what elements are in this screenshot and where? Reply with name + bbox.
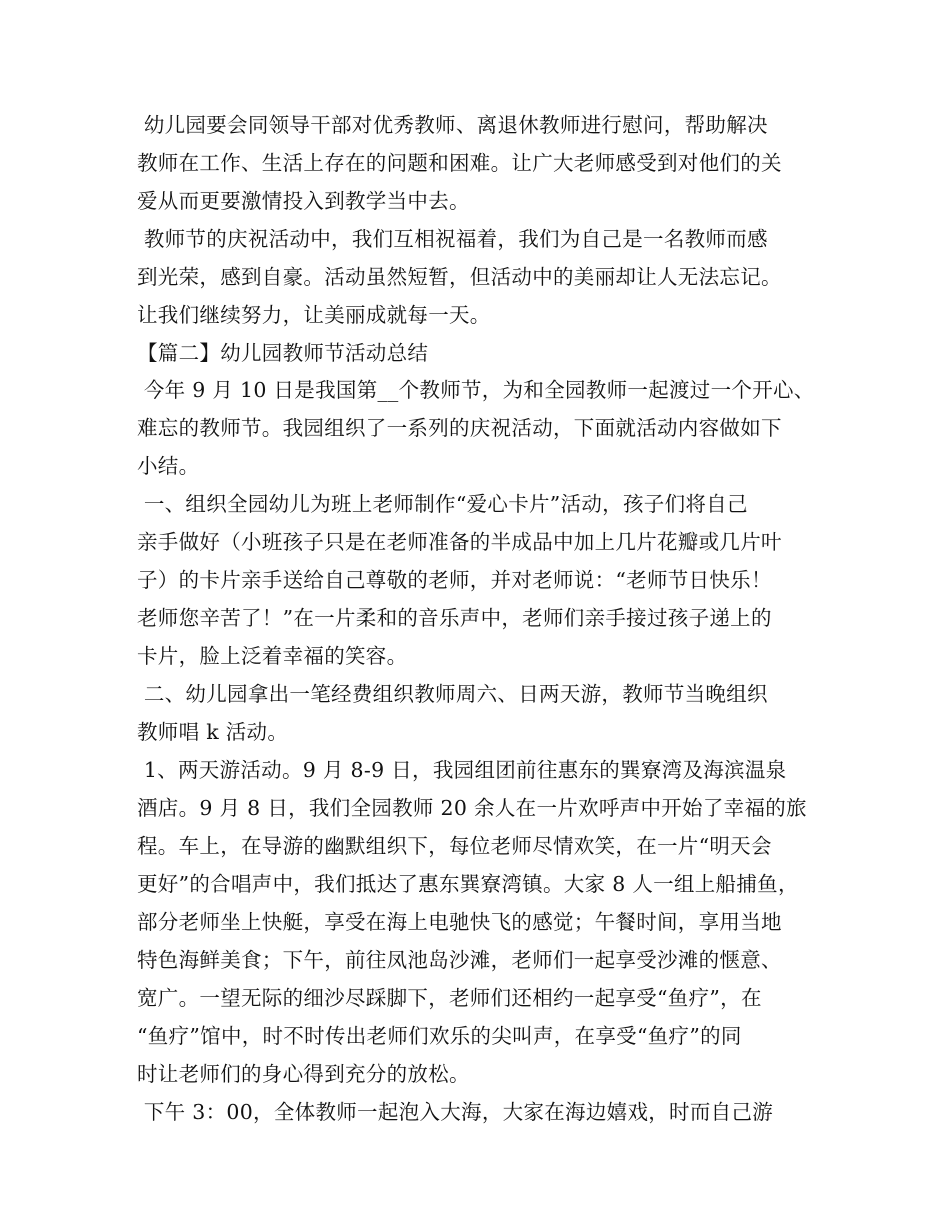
paragraph-line: 下午 3：00，全体教师一起泡入大海，大家在海边嬉戏，时而自己游 [137,1100,774,1124]
paragraph-line: 让我们继续努力，让美丽成就每一天。 [137,303,491,327]
paragraph-line: 爱从而更要激情投入到教学当中去。 [137,189,470,213]
paragraph-line: 卡片，脸上泛着幸福的笑容。 [137,644,408,668]
paragraph-line: 亲手做好（小班孩子只是在老师准备的半成品中加上几片花瓣或几片叶 [137,530,782,554]
paragraph-line: 教师在工作、生活上存在的问题和困难。让广大老师感受到对他们的关 [137,151,782,175]
paragraph-line: 部分老师坐上快艇，享受在海上电驰快飞的感觉；午餐时间，享用当地 [137,910,782,934]
paragraph-line: 到光荣，感到自豪。活动虽然短暂，但活动中的美丽却让人无法忘记。 [137,265,782,289]
paragraph-line: 二、幼儿园拿出一笔经费组织教师周六、日两天游，教师节当晚组织 [137,682,768,706]
paragraph-line: 幼儿园要会同领导干部对优秀教师、离退休教师进行慰问，帮助解决 [137,113,768,137]
paragraph-line: 酒店。9 月 8 日，我们全园教师 20 余人在一片欢呼声中开始了幸福的旅 [137,796,807,820]
paragraph-line: “鱼疗”馆中，时不时传出老师们欢乐的尖叫声，在享受“鱼疗”的同 [137,1024,742,1048]
paragraph-line: 更好”的合唱声中，我们抵达了惠东巽寮湾镇。大家 8 人一组上船捕鱼， [137,872,799,896]
paragraph-line: 子）的卡片亲手送给自己尊敬的老师，并对老师说：“老师节日快乐！ [137,568,772,592]
paragraph-line: 1、两天游活动。9 月 8-9 日，我园组团前往惠东的巽寮湾及海滨温泉 [137,758,787,782]
section-heading: 【篇二】幼儿园教师节活动总结 [137,341,429,365]
paragraph-line: 老师您辛苦了！”在一片柔和的音乐声中，老师们亲手接过孩子递上的 [137,606,772,630]
paragraph-line: 程。车上，在导游的幽默组织下，每位老师尽情欢笑，在一片“明天会 [137,834,772,858]
paragraph-line: 特色海鲜美食；下午，前往凤池岛沙滩，老师们一起享受沙滩的惬意、 [137,948,782,972]
paragraph-line: 教师节的庆祝活动中，我们互相祝福着，我们为自己是一名教师而感 [137,227,768,251]
paragraph-line: 教师唱 k 活动。 [137,720,289,744]
paragraph-line: 今年 9 月 10 日是我国第__个教师节，为和全园教师一起渡过一个开心、 [137,378,815,402]
paragraph-line: 小结。 [137,454,200,478]
paragraph-line: 一、组织全园幼儿为班上老师制作“爱心卡片”活动，孩子们将自己 [137,492,748,516]
paragraph-line: 宽广。一望无际的细沙尽踩脚下，老师们还相约一起享受“鱼疗”，在 [137,986,762,1010]
paragraph-line: 难忘的教师节。我园组织了一系列的庆祝活动，下面就活动内容做如下 [137,416,782,440]
paragraph-line: 时让老师们的身心得到充分的放松。 [137,1062,470,1086]
